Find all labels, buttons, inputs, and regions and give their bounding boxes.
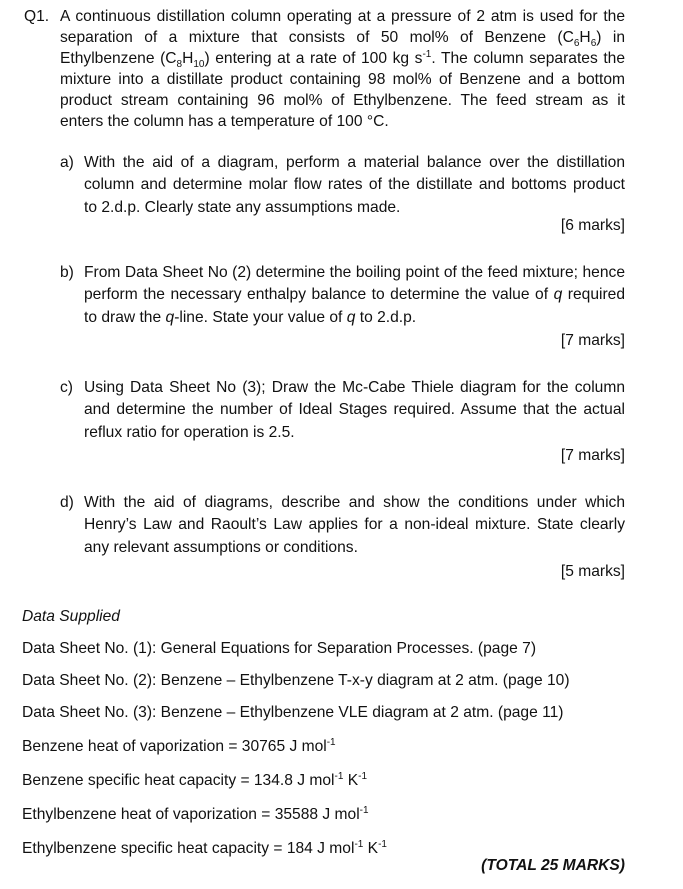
benzene-heat-of-vaporization: Benzene heat of vaporization = 30765 J mol$^{-1}$ — [22, 736, 336, 755]
part-d-marks: [5 marks] — [560, 563, 625, 580]
part-b-marks: [7 marks] — [560, 332, 625, 349]
part-b-text — [84, 262, 625, 329]
part-c-line: reflux ratio for operation is 2.5. — [84, 423, 295, 441]
intro-line-5: product stream containing 96 mol% of Ethylbenzene. The feed stream as it — [60, 92, 625, 109]
data-sheet-2: Data Sheet No. (2): Benzene – Ethylbenzene T-x-y diagram at 2 atm. (page 10) — [22, 672, 570, 689]
part-c-line: and determine the number of Ideal Stages required. Assume that the actual — [84, 401, 625, 419]
part-c-line: Using Data Sheet No (3); Draw the Mc-Cabe Thiele diagram for the column — [84, 379, 625, 396]
part-c-text — [84, 377, 625, 444]
part-d-label: d) — [60, 494, 74, 511]
part-a-text — [84, 152, 625, 219]
part-a-line: With the aid of a diagram, perform a material balance over the distillation — [84, 154, 625, 171]
part-a-line: to 2.d.p. Clearly state any assumptions made. — [84, 198, 401, 216]
ethylbenzene-heat-of-vaporization: Ethylbenzene heat of vaporization = 35588 J mol$^{-1}$ — [22, 804, 369, 823]
part-a-line: column and determine molar flow rates of the distillate and bottoms product — [84, 176, 625, 194]
intro-line-1: A continuous distillation column operating at a pressure of 2 atm is used for the — [60, 8, 625, 25]
part-c-label: c) — [60, 379, 73, 396]
part-a-label: a) — [60, 154, 74, 171]
part-b-line: to draw the q-line. State your value of q to 2.d.p. — [84, 308, 417, 326]
question-number: Q1. — [24, 8, 50, 25]
data-sheet-1: Data Sheet No. (1): General Equations for Separation Processes. (page 7) — [22, 640, 537, 657]
intro-line-2: separation of a mixture that consists of 50 mol% of Benzene $(C_6H_6)$ in — [60, 29, 625, 50]
total-marks: (TOTAL 25 MARKS) — [481, 857, 625, 874]
ethylbenzene-specific-heat: Ethylbenzene specific heat capacity = 184 J mol$^{-1}$ $K^{-1}$ — [22, 838, 387, 857]
data-supplied-heading: Data Supplied — [22, 608, 120, 625]
part-b-line: perform the necessary enthalpy balance to determine the value of q required — [84, 286, 625, 304]
part-d-line: With the aid of diagrams, describe and show the conditions under which — [84, 494, 625, 511]
intro-line-3: Ethylbenzene $(C_8H_{10})$ entering at a rate of 100 kg $s^{-1}$. The column separates the — [60, 48, 625, 71]
part-d-line: any relevant assumptions or conditions. — [84, 538, 358, 556]
part-b-line: From Data Sheet No (2) determine the boiling point of the feed mixture; hence — [84, 264, 625, 281]
part-a-marks: [6 marks] — [560, 217, 625, 234]
intro-line-4: mixture into a distillate product containing 98 mol% of Benzene and a bottom — [60, 71, 625, 88]
intro-line-6: enters the column has a temperature of 100 °C. — [60, 113, 389, 130]
part-c-marks: [7 marks] — [560, 447, 625, 464]
data-sheet-3: Data Sheet No. (3): Benzene – Ethylbenzene VLE diagram at 2 atm. (page 11) — [22, 704, 564, 721]
part-d-line: Henry’s Law and Raoult’s Law applies for a non-ideal mixture. State clearly — [84, 516, 625, 534]
part-b-label: b) — [60, 264, 74, 281]
part-d-text — [84, 492, 625, 559]
benzene-specific-heat: Benzene specific heat capacity = 134.8 J mol$^{-1}$ $K^{-1}$ — [22, 770, 368, 789]
question-intro — [60, 6, 625, 132]
